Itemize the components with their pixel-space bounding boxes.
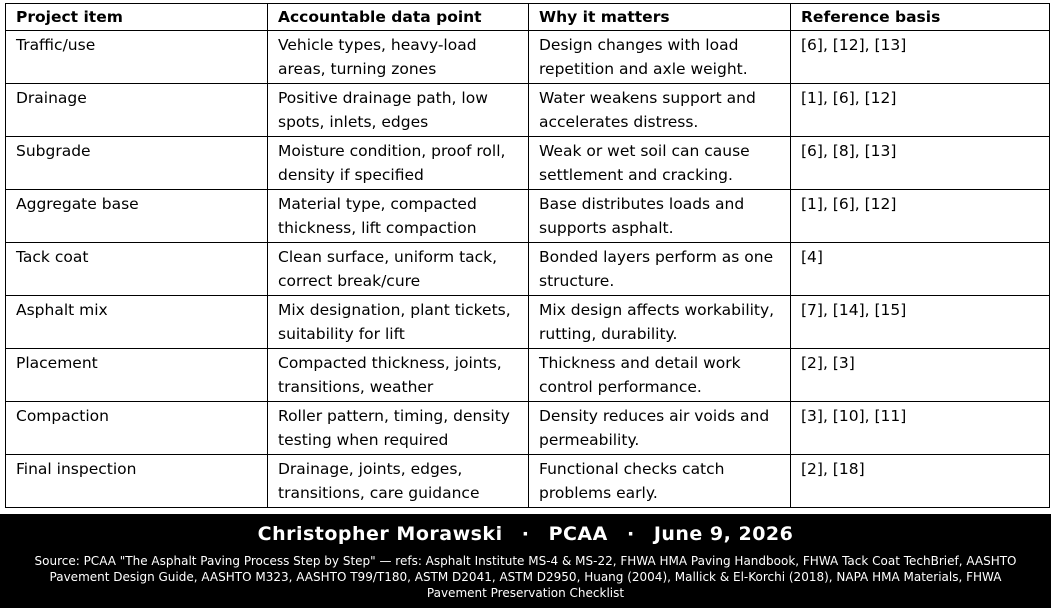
cell-reference-basis: [3], [10], [11] bbox=[791, 402, 1050, 455]
cell-why-it-matters: Weak or wet soil can cause settlement and cracking. bbox=[529, 137, 791, 190]
cell-data-point: Material type, compacted thickness, lift compaction bbox=[268, 190, 529, 243]
table-row bbox=[6, 349, 1050, 402]
table-row bbox=[6, 402, 1050, 455]
table-row bbox=[6, 84, 1050, 137]
table-row bbox=[6, 243, 1050, 296]
cell-project-item: Subgrade bbox=[6, 137, 268, 190]
footer-author: Christopher Morawski bbox=[257, 523, 503, 545]
footer-separator: · bbox=[626, 523, 635, 545]
cell-reference-basis: [4] bbox=[791, 243, 1050, 296]
header-why-it-matters: Why it matters bbox=[529, 4, 791, 31]
cell-data-point: Positive drainage path, low spots, inlets, edges bbox=[268, 84, 529, 137]
project-checklist-table bbox=[5, 3, 1050, 508]
cell-why-it-matters: Density reduces air voids and permeability. bbox=[529, 402, 791, 455]
cell-project-item: Tack coat bbox=[6, 243, 268, 296]
cell-why-it-matters: Bonded layers perform as one structure. bbox=[529, 243, 791, 296]
cell-project-item: Aggregate base bbox=[6, 190, 268, 243]
cell-data-point: Vehicle types, heavy-load areas, turning zones bbox=[268, 31, 529, 84]
footer-banner bbox=[0, 514, 1051, 608]
cell-project-item: Placement bbox=[6, 349, 268, 402]
cell-reference-basis: [6], [12], [13] bbox=[791, 31, 1050, 84]
cell-reference-basis: [1], [6], [12] bbox=[791, 84, 1050, 137]
cell-reference-basis: [6], [8], [13] bbox=[791, 137, 1050, 190]
cell-why-it-matters: Thickness and detail work control performance. bbox=[529, 349, 791, 402]
header-project-item: Project item bbox=[6, 4, 268, 31]
header-reference-basis: Reference basis bbox=[791, 4, 1050, 31]
footer-title bbox=[0, 522, 1051, 546]
cell-reference-basis: [2], [18] bbox=[791, 455, 1050, 508]
table-row bbox=[6, 455, 1050, 508]
cell-why-it-matters: Water weakens support and accelerates distress. bbox=[529, 84, 791, 137]
table-row bbox=[6, 137, 1050, 190]
cell-reference-basis: [2], [3] bbox=[791, 349, 1050, 402]
cell-data-point: Moisture condition, proof roll, density if specified bbox=[268, 137, 529, 190]
table-row bbox=[6, 296, 1050, 349]
cell-data-point: Compacted thickness, joints, transitions, weather bbox=[268, 349, 529, 402]
cell-project-item: Traffic/use bbox=[6, 31, 268, 84]
cell-project-item: Asphalt mix bbox=[6, 296, 268, 349]
table-row bbox=[6, 190, 1050, 243]
cell-project-item: Drainage bbox=[6, 84, 268, 137]
cell-reference-basis: [7], [14], [15] bbox=[791, 296, 1050, 349]
footer-separator: · bbox=[521, 523, 530, 545]
cell-data-point: Roller pattern, timing, density testing when required bbox=[268, 402, 529, 455]
footer-source-note: Source: PCAA "The Asphalt Paving Process Step by Step" — refs: Asphalt Institute MS-4 & MS-22, FHWA HMA Paving Handbook, FHWA Tack Coat TechBrief, AASHTO Pavement Design Guide, AASHTO M323, AASHTO T99/T180, ASTM D2041, ASTM D2950, Huang (2004), Mallick & El-Korchi (2018), NAPA HMA Materials, FHWA Pavement Preservation Checklist bbox=[34, 554, 1017, 600]
cell-data-point: Drainage, joints, edges, transitions, care guidance bbox=[268, 455, 529, 508]
cell-data-point: Clean surface, uniform tack, correct break/cure bbox=[268, 243, 529, 296]
table-header-row bbox=[6, 4, 1050, 31]
table-row bbox=[6, 31, 1050, 84]
header-accountable-data-point: Accountable data point bbox=[268, 4, 529, 31]
cell-project-item: Final inspection bbox=[6, 455, 268, 508]
cell-why-it-matters: Design changes with load repetition and axle weight. bbox=[529, 31, 791, 84]
cell-data-point: Mix designation, plant tickets, suitability for lift bbox=[268, 296, 529, 349]
footer-organization: PCAA bbox=[548, 523, 608, 545]
cell-why-it-matters: Functional checks catch problems early. bbox=[529, 455, 791, 508]
cell-reference-basis: [1], [6], [12] bbox=[791, 190, 1050, 243]
footer-date: June 9, 2026 bbox=[653, 523, 794, 545]
cell-why-it-matters: Base distributes loads and supports asphalt. bbox=[529, 190, 791, 243]
cell-project-item: Compaction bbox=[6, 402, 268, 455]
cell-why-it-matters: Mix design affects workability, rutting, durability. bbox=[529, 296, 791, 349]
